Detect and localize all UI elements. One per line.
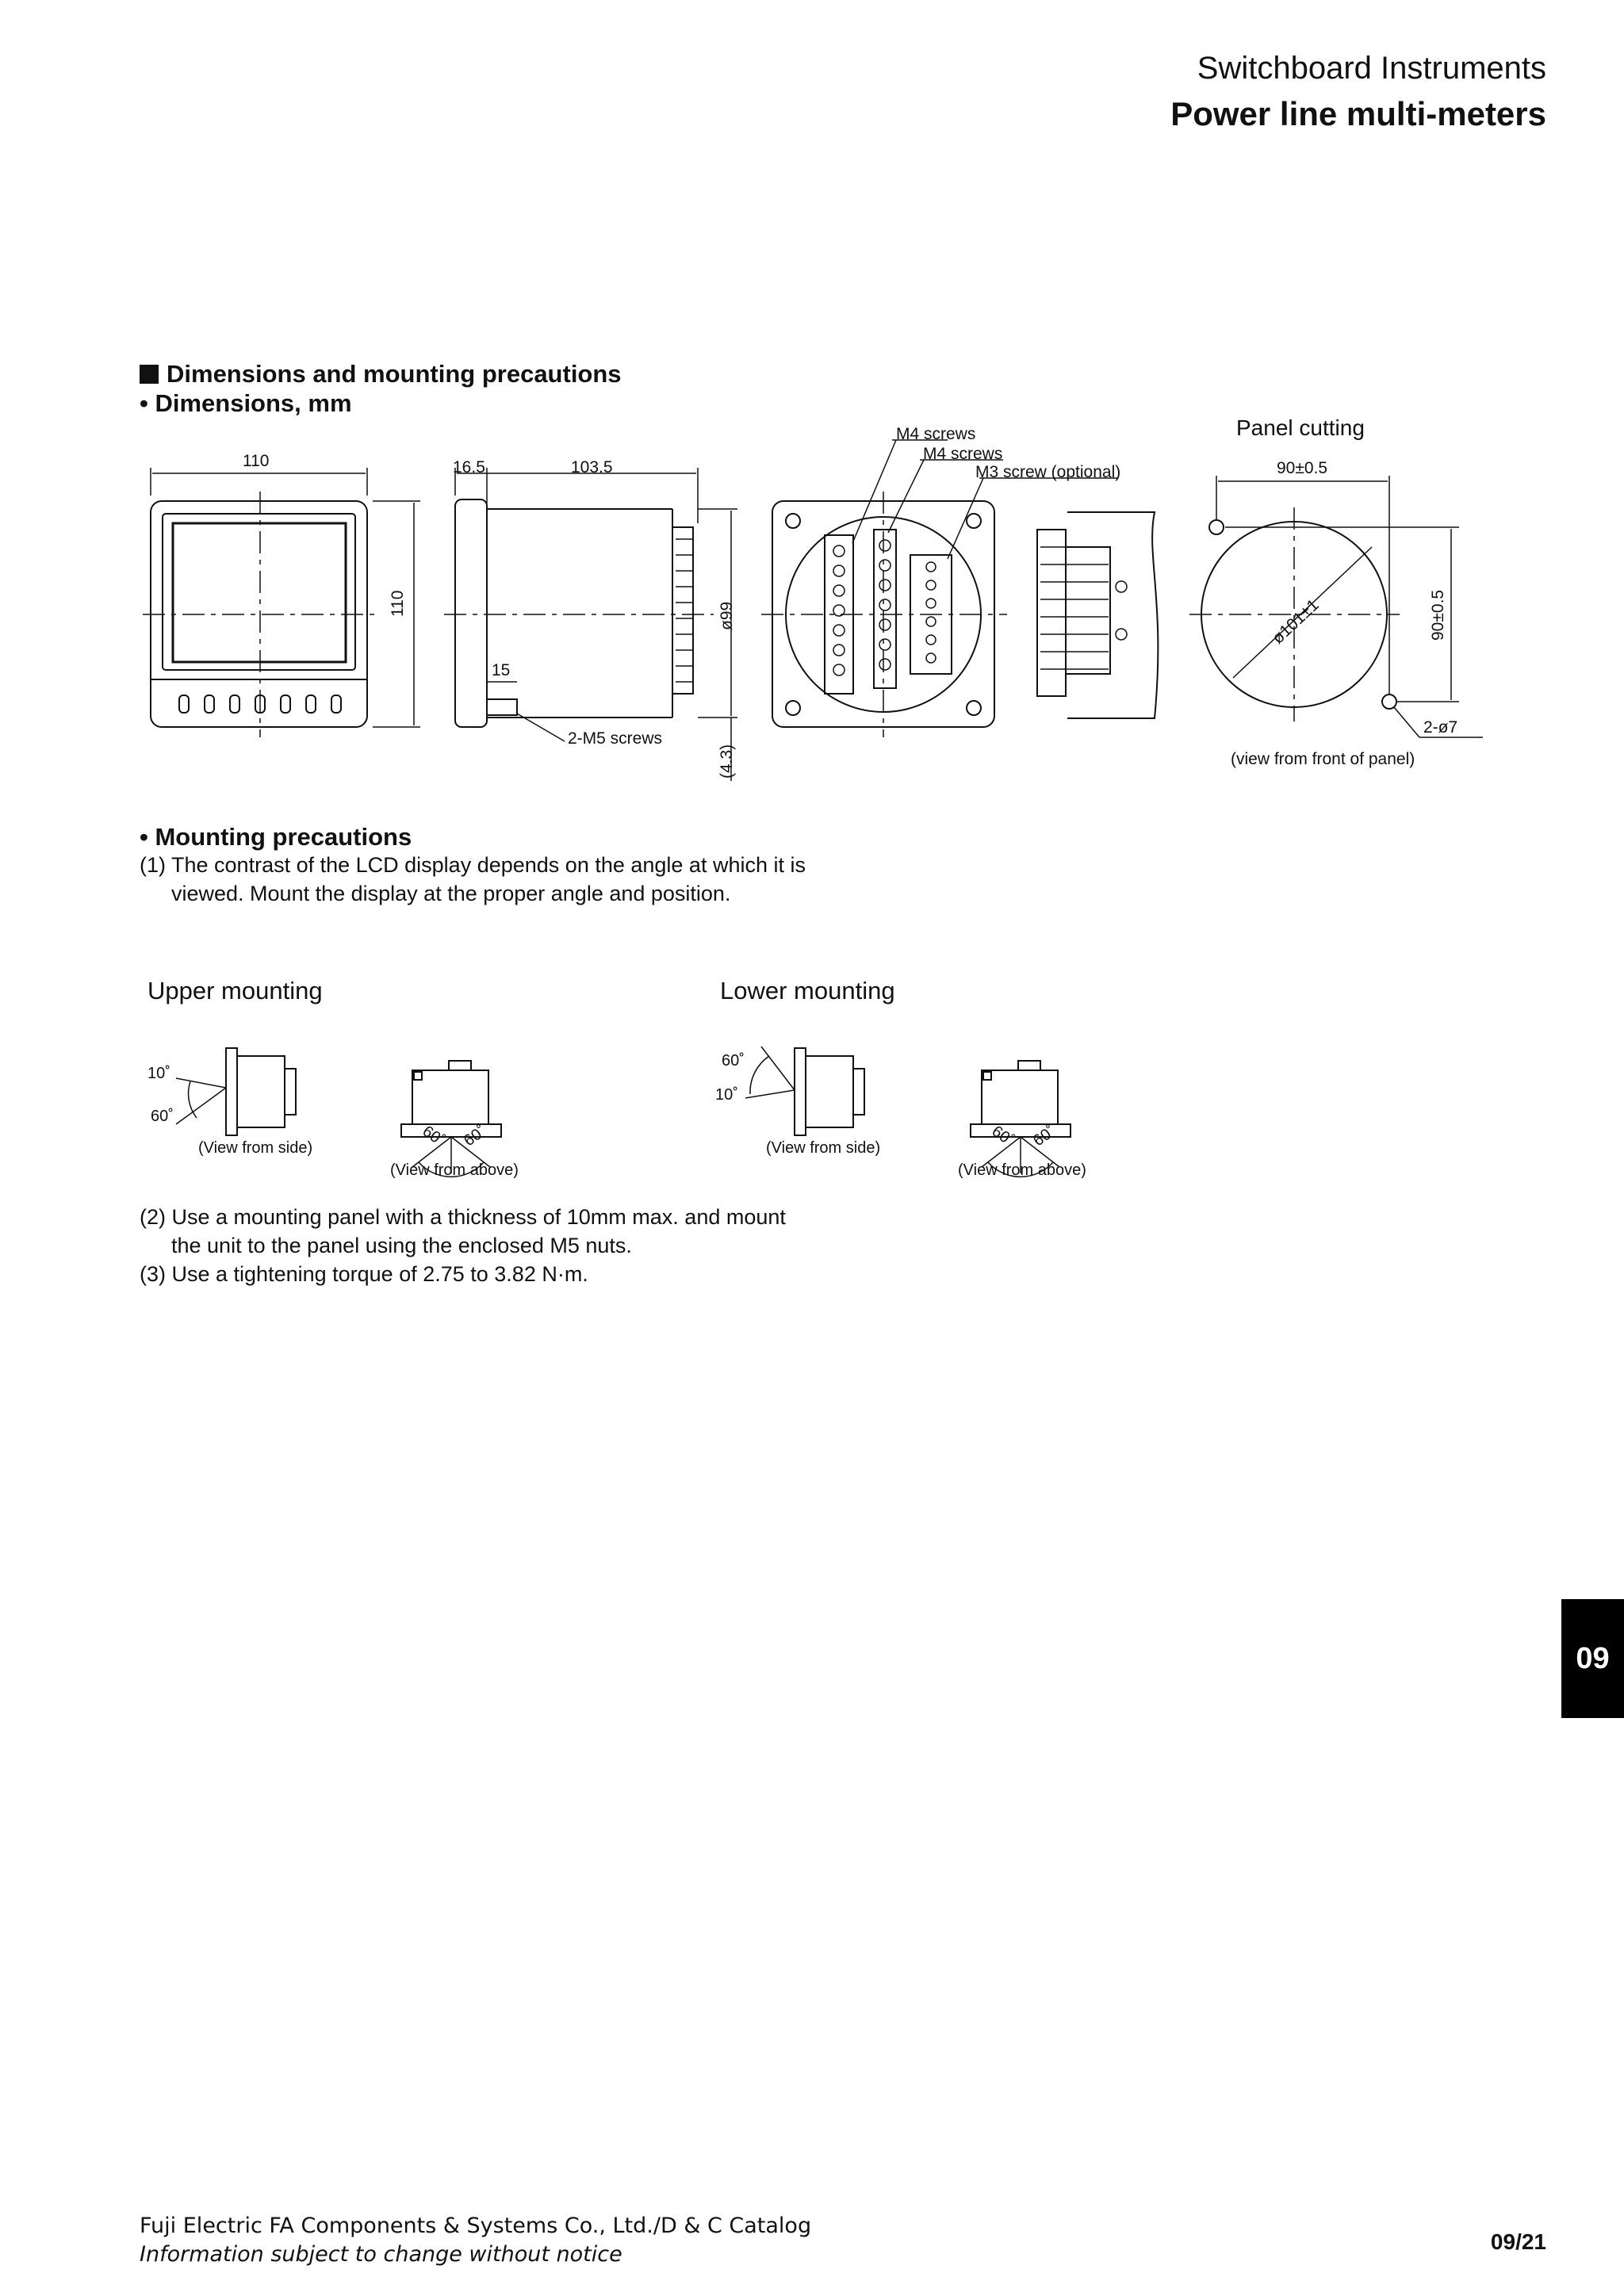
precaution-1 <box>140 851 806 908</box>
upper-above-diagram <box>401 1061 501 1177</box>
side-depth-body-label: 103.5 <box>571 458 613 476</box>
side-depth-front-label: 16.5 <box>453 458 485 476</box>
lower-above-angle-right: 60˚ <box>1030 1122 1059 1150</box>
panel-height-label: 90±0.5 <box>1429 589 1447 641</box>
precaution-2 <box>140 1203 786 1288</box>
precaution-1-line1: (1) The contrast of the LCD display depends on the angle at which it is <box>140 853 806 877</box>
lower-mounting-title: Lower mounting <box>720 977 895 1004</box>
terminal-detail-drawing <box>1037 512 1158 718</box>
rear-m4-label-b: M4 screws <box>923 445 1003 463</box>
rear-view-drawing <box>761 440 1121 737</box>
front-view-drawing <box>143 468 420 737</box>
upper-above-caption: (View from above) <box>390 1161 519 1179</box>
page-number: 09/21 <box>1490 2229 1546 2254</box>
side-bracket-label: 15 <box>492 661 511 679</box>
precaution-1-line2: viewed. Mount the display at the proper angle and position. <box>171 882 731 905</box>
upper-mounting-title: Upper mounting <box>147 977 323 1004</box>
precaution-2-line1: (2) Use a mounting panel with a thickness of 10mm max. and mount <box>140 1205 786 1229</box>
upper-side-caption: (View from side) <box>198 1139 313 1157</box>
upper-side-angle-b: 60˚ <box>151 1108 174 1125</box>
chapter-tab: 09 <box>1561 1599 1624 1718</box>
rear-m3-label: M3 screw (optional) <box>975 463 1121 481</box>
header-product: Power line multi-meters <box>1170 95 1546 132</box>
side-offset-label: (4.3) <box>718 744 736 779</box>
panel-diameter-label: ø101±1 <box>1269 595 1323 648</box>
front-height-label: 110 <box>389 590 407 617</box>
lower-above-angle-left: 60˚ <box>988 1122 1017 1150</box>
panel-holes-label: 2-ø7 <box>1423 718 1458 737</box>
section-title-text: Dimensions and mounting precautions <box>167 360 622 388</box>
side-diameter-label: ø99 <box>718 601 736 630</box>
header-category: Switchboard Instruments <box>1197 51 1546 86</box>
lower-above-caption: (View from above) <box>958 1161 1086 1179</box>
upper-side-diagram <box>176 1048 296 1135</box>
mounting-title: • Mounting precautions <box>140 823 412 851</box>
panel-cutting-title: Panel cutting <box>1236 415 1365 440</box>
precaution-3: (3) Use a tightening torque of 2.75 to 3.82 N·m. <box>140 1262 588 1286</box>
lower-side-angle-b: 10˚ <box>715 1086 738 1104</box>
footer-notice: Information subject to change without notice <box>140 2242 622 2267</box>
upper-above-angle-left: 60˚ <box>419 1122 448 1150</box>
lower-side-angle-a: 60˚ <box>722 1052 745 1070</box>
rear-m4-label-a: M4 screws <box>896 425 976 443</box>
lower-above-diagram <box>971 1061 1071 1177</box>
precaution-2-line2: the unit to the panel using the enclosed M5 nuts. <box>171 1234 632 1257</box>
upper-side-angle-a: 10˚ <box>147 1065 170 1082</box>
mounting-diagrams <box>0 1015 1624 1189</box>
footer-company: Fuji Electric FA Components & Systems Co., Ltd./D & C Catalog <box>140 2214 812 2238</box>
dimension-drawings <box>0 0 1624 793</box>
upper-above-angle-right: 60˚ <box>461 1122 490 1150</box>
lower-side-diagram <box>745 1047 864 1135</box>
lower-side-caption: (View from side) <box>766 1139 881 1157</box>
side-screws-label: 2-M5 screws <box>568 729 663 748</box>
front-width-label: 110 <box>243 452 270 470</box>
panel-caption: (view from front of panel) <box>1231 750 1415 768</box>
dimensions-title: • Dimensions, mm <box>140 389 352 417</box>
panel-width-label: 90±0.5 <box>1277 459 1328 477</box>
